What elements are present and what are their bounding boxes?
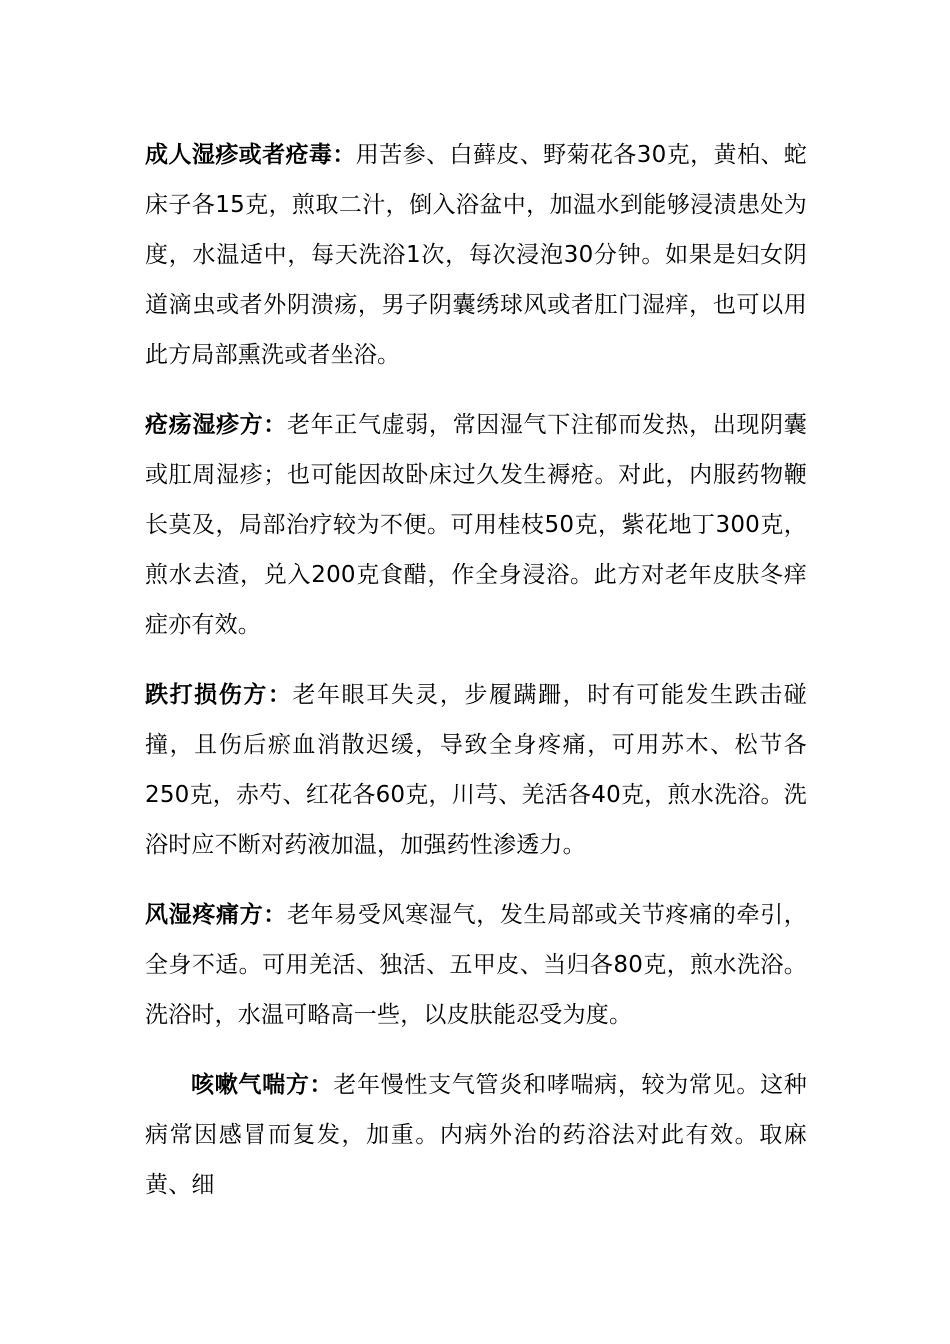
- paragraph-injury: [145, 670, 807, 870]
- paragraph-term: 风湿疼痛方：: [145, 902, 287, 928]
- paragraph-text: 老年正气虚弱，常因湿气下注郁而发热，出现阴囊或肛周湿疹；也可能因故卧床过久发生褥疮。对此，内服药物鞭长莫及，局部治疗较为不便。可用桂枝50克，紫花地丁300克，煎水去渣，兑入200克食醋，作全身浸浴。此方对老年皮肤冬痒症亦有效。: [145, 412, 808, 638]
- paragraph-sores: [145, 400, 807, 650]
- paragraph-cough: [145, 1060, 807, 1210]
- paragraph-text: 老年易受风寒湿气，发生局部或关节疼痛的牵引，全身不适。可用羌活、独活、五甲皮、当归各80克，煎水洗浴。洗浴时，水温可略高一些，以皮肤能忍受为度。: [145, 902, 808, 1028]
- paragraph-eczema: [145, 130, 807, 380]
- document-page: [145, 130, 807, 1230]
- paragraph-rheumatism: [145, 890, 807, 1040]
- paragraph-term: 咳嗽气喘方：: [191, 1072, 334, 1098]
- paragraph-text: 老年眼耳失灵，步履蹒跚，时有可能发生跌击碰撞，且伤后瘀血消散迟缓，导致全身疼痛，可用苏木、松节各250克，赤芍、红花各60克，川芎、羌活各40克，煎水洗浴。洗浴时应不断对药液加温，加强药性渗透力。: [145, 682, 808, 858]
- paragraph-text: 老年慢性支气管炎和哮喘病，较为常见。这种病常因感冒而复发，加重。内病外治的药浴法对此有效。取麻黄、细: [145, 1072, 808, 1198]
- paragraph-term: 疮疡湿疹方：: [145, 412, 287, 438]
- paragraph-text: 用苦参、白藓皮、野菊花各30克，黄柏、蛇床子各15克，煎取二汁，倒入浴盆中，加温水到能够浸渍患处为度，水温适中，每天洗浴1次，每次浸泡30分钟。如果是妇女阴道滴虫或者外阴溃疡，男子阴囊绣球风或者肛门湿痒，也可以用此方局部熏洗或者坐浴。: [145, 142, 807, 368]
- paragraph-term: 跌打损伤方：: [145, 682, 293, 708]
- paragraph-term: 成人湿疹或者疮毒：: [145, 142, 356, 168]
